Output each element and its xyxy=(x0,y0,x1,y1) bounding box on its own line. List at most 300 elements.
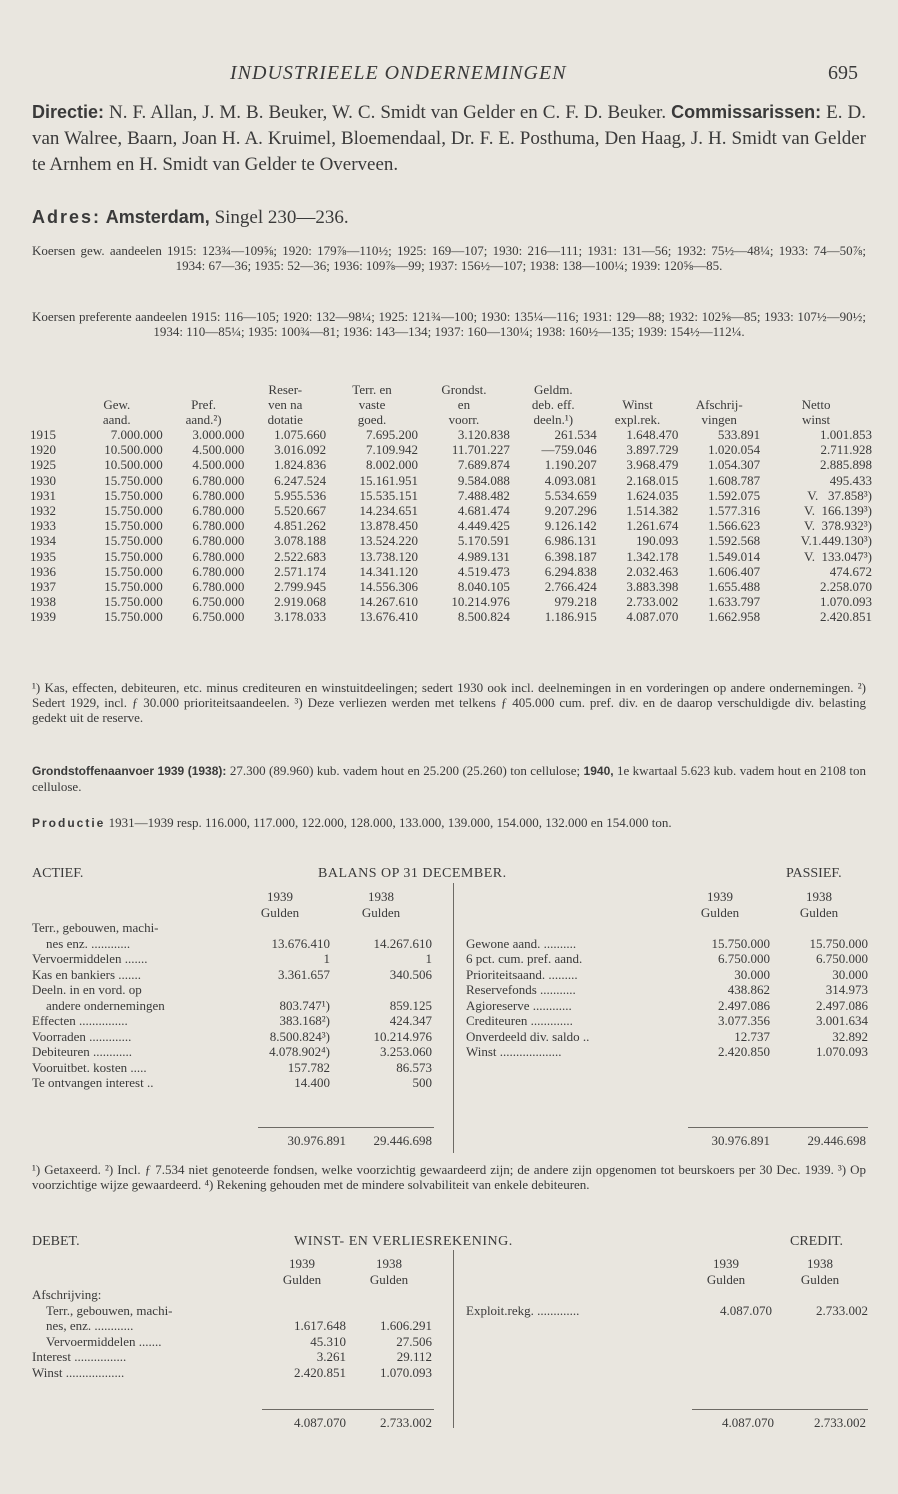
table-cell-winst-expl: 1.624.035 xyxy=(626,487,679,503)
ledger-value-1939: 157.782 xyxy=(287,1059,330,1075)
table-cell-gew-aand: 15.750.000 xyxy=(104,609,163,625)
year-header-row xyxy=(32,1256,432,1272)
table-cell-pref-aand: 6.780.000 xyxy=(192,518,245,534)
table-footnotes: ¹) Kas, effecten, debiteuren, etc. minus crediteuren en winstuitdeelingen; sedert 1930 ook incl. deelnemingen in en vorderingen op andere ondernemingen. ²) Sedert 1929, incl. ƒ 30.000 prioriteitsaandeelen. ³) Deze verliezen werden met telkens ƒ 405.000 cum. pref. div. en de daarop verschuldigde div. belasting gedekt uit de reserve. xyxy=(32,680,866,725)
table-cell-winst-expl: 1.648.470 xyxy=(626,427,679,442)
ledger-value-1939: 438.862 xyxy=(727,982,770,997)
ledger-label: nes, enz. ............ xyxy=(46,1318,134,1333)
ledger-value-1939: 3.361.657 xyxy=(278,966,330,982)
unit-gulden-header: Gulden xyxy=(260,904,300,920)
ledger-value-1939 xyxy=(258,1303,346,1319)
year-1938-header: 1938 xyxy=(368,889,394,904)
table-cell-grondst-voorr: 7.488.482 xyxy=(457,487,510,503)
ledger-row xyxy=(466,982,868,998)
table-row xyxy=(30,594,872,609)
table-row xyxy=(30,427,872,442)
column-header-reserven: Reser- xyxy=(268,382,303,397)
table-cell-year: 1930 xyxy=(30,472,56,488)
ledger-label: Crediteuren ............. xyxy=(466,1013,573,1028)
table-cell-year: 1937 xyxy=(30,579,56,595)
table-cell-reserven: 6.247.524 xyxy=(274,472,327,488)
ledger-row xyxy=(466,1044,868,1060)
unit-gulden-header: Gulden xyxy=(282,1271,322,1287)
table-cell-netto-winst: 2.711.928 xyxy=(820,442,872,458)
winst-credit-table xyxy=(466,1256,868,1318)
table-cell-netto-winst: 1.001.853 xyxy=(820,427,872,442)
ledger-label: Kas en bankiers ....... xyxy=(32,966,142,982)
year-1939-header: 1939 xyxy=(713,1256,739,1271)
credit-total-1939: 4.087.070 xyxy=(722,1415,774,1430)
ledger-row xyxy=(466,936,868,952)
table-cell-terr-vaste-goed: 14.556.306 xyxy=(359,579,418,595)
table-cell-pref-aand: 6.780.000 xyxy=(192,563,245,579)
table-cell-pref-aand: 6.780.000 xyxy=(192,472,245,488)
ledger-label: Te ontvangen interest .. xyxy=(32,1075,154,1090)
ledger-value-1938: 10.214.976 xyxy=(373,1028,432,1044)
ledger-row xyxy=(466,1303,868,1319)
column-header-terr-vaste-goed: vaste xyxy=(358,397,386,412)
ledger-row xyxy=(32,1029,432,1045)
table-cell-reserven: 1.075.660 xyxy=(274,427,327,442)
table-cell-year: 1939 xyxy=(30,609,56,625)
table-cell-grondst-voorr: 3.120.838 xyxy=(457,427,510,442)
credit-total-rule xyxy=(692,1409,868,1410)
ledger-value-1939: 3.261 xyxy=(316,1349,346,1364)
table-cell-netto-winst: 2.885.898 xyxy=(820,457,872,473)
table-row xyxy=(30,533,872,548)
column-header-reserven: ven na xyxy=(268,397,303,412)
table-cell-year: 1935 xyxy=(30,548,56,564)
ledger-value-1938: 1.070.093 xyxy=(380,1364,432,1380)
column-header-gew-aand: Gew. xyxy=(103,397,131,412)
table-cell-terr-vaste-goed: 13.524.220 xyxy=(359,533,418,549)
unit-header-row xyxy=(466,905,868,921)
actief-total-1939: 30.976.891 xyxy=(287,1133,346,1148)
table-cell-terr-vaste-goed: 14.341.120 xyxy=(359,563,418,579)
table-cell-pref-aand: 4.500.000 xyxy=(192,442,245,458)
table-cell-grondst-voorr: 5.170.591 xyxy=(457,533,510,549)
passief-total-rule xyxy=(688,1127,868,1128)
balans-footnotes: ¹) Getaxeerd. ²) Incl. ƒ 7.534 niet genoteerde fondsen, welke voorzichtig gewaardeerd zijn; de andere zijn opgenomen tot beurskoers per 30 Dec. 1939. ³) Op voorzichtige wijze gewaardeerd. ⁴) Rekening gehouden met de mindere solvabiliteit van enkele debiteuren. xyxy=(32,1162,866,1192)
ledger-label: Vooruitbet. kosten ..... xyxy=(32,1059,147,1075)
table-cell-gew-aand: 7.000.000 xyxy=(110,427,163,442)
ledger-value-1938: 27.506 xyxy=(396,1333,432,1349)
table-cell-afschrijvingen: 1.054.307 xyxy=(708,457,761,473)
table-cell-afschrijvingen: 1.633.797 xyxy=(708,594,761,610)
table-cell-reserven: 3.178.033 xyxy=(274,609,327,625)
table-cell-pref-aand: 6.750.000 xyxy=(192,594,245,610)
table-cell-geldm-deb-eff: 261.534 xyxy=(554,427,597,442)
grondstoffen-1940-text: 1e kwartaal 5.623 kub. vadem hout en 2108 ton cellulose. xyxy=(32,763,867,794)
ledger-label: Onverdeeld div. saldo .. xyxy=(466,1028,590,1044)
ledger-label: Terr., gebouwen, machi- xyxy=(46,1302,173,1318)
column-header-terr-vaste-goed: goed. xyxy=(357,412,387,427)
table-cell-grondst-voorr: 8.040.105 xyxy=(457,579,510,595)
column-header-afschrijvingen xyxy=(678,382,760,397)
table-cell-geldm-deb-eff: 6.294.838 xyxy=(544,563,597,579)
table-cell-afschrijvingen: 1.662.958 xyxy=(708,609,761,625)
unit-gulden-header: Gulden xyxy=(799,904,839,920)
table-row xyxy=(30,549,872,564)
ledger-row xyxy=(32,1060,432,1076)
table-cell-afschrijvingen: 1.606.407 xyxy=(708,563,761,579)
ledger-label: Agioreserve ............ xyxy=(466,997,572,1013)
table-cell-afschrijvingen: 1.577.316 xyxy=(708,503,761,519)
column-header-netto-winst: Netto xyxy=(801,397,831,412)
table-cell-terr-vaste-goed: 15.161.951 xyxy=(359,472,418,488)
debet-total-1939: 4.087.070 xyxy=(294,1415,346,1430)
table-cell-geldm-deb-eff: 2.766.424 xyxy=(544,579,597,595)
table-cell-geldm-deb-eff: 6.986.131 xyxy=(544,533,597,549)
table-cell-grondst-voorr: 4.989.131 xyxy=(457,548,510,564)
table-cell-winst-expl: 2.032.463 xyxy=(626,563,679,579)
balans-divider xyxy=(453,883,454,1153)
ledger-value-1938: 1.606.291 xyxy=(380,1318,432,1333)
table-cell-terr-vaste-goed: 13.676.410 xyxy=(359,609,418,625)
table-cell-geldm-deb-eff: 1.186.915 xyxy=(544,609,597,625)
table-cell-geldm-deb-eff: 6.398.187 xyxy=(544,548,597,564)
ledger-value-1938 xyxy=(346,1303,432,1319)
productie-text: 1931—1939 resp. 116.000, 117.000, 122.000, 128.000, 133.000, 139.000, 154.000, 132.000 en 154.000 ton. xyxy=(105,815,672,830)
ledger-row xyxy=(32,982,432,998)
table-cell-year: 1920 xyxy=(30,442,56,458)
column-header-afschrijvingen: vingen xyxy=(701,412,737,427)
column-header-geldm-deb-eff: Geldm. xyxy=(533,382,573,397)
table-cell-grondst-voorr: 8.500.824 xyxy=(457,609,510,625)
ledger-label: andere ondernemingen xyxy=(46,997,165,1013)
table-cell-winst-expl: 2.168.015 xyxy=(626,472,679,488)
ledger-value-1939: 1.617.648 xyxy=(294,1318,346,1333)
column-header-geldm-deb-eff: deb. eff. xyxy=(531,397,575,412)
spacer-row xyxy=(466,1287,868,1303)
table-cell-pref-aand: 6.780.000 xyxy=(192,548,245,564)
table-cell-grondst-voorr: 10.214.976 xyxy=(451,594,510,610)
table-cell-gew-aand: 15.750.000 xyxy=(104,594,163,610)
ledger-label: Effecten ............... xyxy=(32,1013,128,1028)
column-header-reserven: dotatie xyxy=(267,412,303,427)
table-cell-geldm-deb-eff: 4.093.081 xyxy=(544,472,597,488)
column-header-year xyxy=(30,412,71,427)
column-header-winst-expl: Winst xyxy=(622,397,653,412)
table-cell-geldm-deb-eff: 9.126.142 xyxy=(544,518,597,534)
unit-header-row xyxy=(32,1272,432,1288)
balans-passief-table xyxy=(466,889,868,1060)
directie-label: Directie: xyxy=(32,102,105,122)
ledger-value-1939: 3.077.356 xyxy=(718,1013,770,1028)
year-1938-header: 1938 xyxy=(376,1256,402,1271)
ledger-row xyxy=(466,1013,868,1029)
column-header-pref-aand: aand.²) xyxy=(185,412,222,427)
ledger-value-1938: 340.506 xyxy=(389,966,432,982)
table-cell-afschrijvingen: 1.020.054 xyxy=(708,442,761,458)
ledger-label: 6 pct. cum. pref. aand. xyxy=(466,951,583,966)
koersen-preferente-aandeelen: Koersen preferente aandeelen 1915: 116—105; 1920: 132—98¼; 1925: 121¾—100; 1930: 135¼—116; 1931: 129—88; 1932: 102⅝—85; 1933: 107½—90½; 1934: 110—85¼; 1935: 100¾—81; 1936: 143—134; 1937: 160—130¼; 1938: 160½—135; 1939: 154½—112¼. xyxy=(32,309,866,339)
ledger-row xyxy=(32,1075,432,1091)
ledger-value-1938 xyxy=(330,920,432,936)
actief-total-rule xyxy=(258,1127,434,1128)
table-cell-terr-vaste-goed: 7.109.942 xyxy=(366,442,418,458)
table-cell-pref-aand: 6.780.000 xyxy=(192,533,245,549)
ledger-value-1938: 32.892 xyxy=(832,1028,868,1044)
table-cell-terr-vaste-goed: 8.002.000 xyxy=(366,457,418,473)
table-header-row xyxy=(30,397,872,412)
ledger-value-1939: 8.500.824³) xyxy=(269,1028,330,1044)
table-cell-geldm-deb-eff: 5.534.659 xyxy=(544,487,597,503)
ledger-row xyxy=(32,1318,432,1334)
adres-street: Singel 230—236. xyxy=(209,207,349,228)
directie-text: N. F. Allan, J. M. B. Beuker, W. C. Smidt van Gelder en C. F. D. Beuker. xyxy=(104,102,667,123)
table-cell-netto-winst: V. 37.858³) xyxy=(807,487,872,503)
balans-actief-label: ACTIEF. xyxy=(32,866,84,881)
ledger-value-1939: 803.747¹) xyxy=(279,997,330,1013)
ledger-row xyxy=(32,936,432,952)
table-cell-gew-aand: 10.500.000 xyxy=(104,442,163,458)
unit-header-row xyxy=(32,905,432,921)
table-cell-grondst-voorr: 4.519.473 xyxy=(457,563,510,579)
ledger-value-1939 xyxy=(258,1287,346,1303)
ledger-label: Vervoermiddelen ....... xyxy=(46,1333,162,1349)
ledger-label: Winst .................. xyxy=(32,1364,125,1380)
passief-total-1938: 29.446.698 xyxy=(807,1133,866,1148)
ledger-value-1938: 314.973 xyxy=(825,982,868,997)
table-cell-geldm-deb-eff: —759.046 xyxy=(541,442,597,458)
grondstoffen-label: Grondstoffenaanvoer 1939 (1938): xyxy=(32,764,227,778)
ledger-label: Deeln. in en vord. op xyxy=(32,982,142,997)
ledger-label: Exploit.rekg. ............. xyxy=(466,1302,580,1318)
table-cell-reserven: 1.824.836 xyxy=(274,457,327,473)
year-1939-header: 1939 xyxy=(289,1256,315,1271)
ledger-value-1939: 12.737 xyxy=(734,1028,770,1044)
table-cell-netto-winst: V. 133.047³) xyxy=(804,548,872,564)
ledger-label: nes enz. ............ xyxy=(46,935,131,951)
ledger-value-1938: 2.497.086 xyxy=(816,997,868,1013)
ledger-row xyxy=(32,951,432,967)
ledger-row xyxy=(32,920,432,936)
table-cell-terr-vaste-goed: 15.535.151 xyxy=(359,487,418,503)
table-cell-geldm-deb-eff: 979.218 xyxy=(554,594,597,610)
column-header-netto-winst: winst xyxy=(801,412,831,427)
debet-total-1938: 2.733.002 xyxy=(380,1415,432,1430)
table-cell-afschrijvingen: 533.891 xyxy=(717,427,761,442)
table-cell-winst-expl: 4.087.070 xyxy=(626,609,679,625)
table-row xyxy=(30,442,872,457)
ledger-row xyxy=(32,1044,432,1060)
table-cell-winst-expl: 3.968.479 xyxy=(626,457,679,473)
ledger-value-1938: 1.070.093 xyxy=(816,1044,868,1059)
winst-divider xyxy=(453,1250,454,1428)
ledger-value-1939: 30.000 xyxy=(734,966,770,982)
column-header-geldm-deb-eff: deeln.¹) xyxy=(533,412,574,427)
column-header-grondst-voorr: en xyxy=(457,397,471,412)
ledger-label: Gewone aand. .......... xyxy=(466,935,577,951)
ledger-label: Debiteuren ............ xyxy=(32,1044,133,1059)
table-row xyxy=(30,518,872,533)
table-cell-terr-vaste-goed: 14.234.651 xyxy=(359,503,418,519)
ledger-row xyxy=(466,1029,868,1045)
table-cell-reserven: 3.016.092 xyxy=(274,442,327,458)
ledger-value-1939: 2.420.850 xyxy=(718,1044,770,1059)
winst-debet-label: DEBET. xyxy=(32,1234,80,1249)
productie-paragraph xyxy=(32,815,866,831)
credit-total-1938: 2.733.002 xyxy=(814,1415,866,1430)
ledger-value-1938 xyxy=(330,982,432,998)
table-cell-year: 1933 xyxy=(30,518,56,534)
column-header-gew-aand xyxy=(71,382,163,397)
running-header-title: INDUSTRIEELE ONDERNEMINGEN xyxy=(230,62,567,84)
ledger-row xyxy=(466,998,868,1014)
ledger-label: Vervoermiddelen ....... xyxy=(32,951,148,966)
commissarissen-text: E. D. van Walree, Baarn, Joan H. A. Kruimel, Bloemendaal, Dr. F. E. Posthuma, Den Haag, J. H. Smidt van Gelder te Arnhem en H. Smidt van Gelder te Overveen. xyxy=(32,102,867,175)
table-cell-reserven: 5.955.536 xyxy=(274,487,327,503)
ledger-label: Terr., gebouwen, machi- xyxy=(32,920,159,935)
ledger-label: Interest ................ xyxy=(32,1349,127,1364)
table-cell-pref-aand: 6.780.000 xyxy=(192,503,245,519)
table-cell-grondst-voorr: 4.449.425 xyxy=(457,518,510,534)
year-1939-header: 1939 xyxy=(267,889,293,904)
unit-gulden-header: Gulden xyxy=(706,1271,746,1287)
table-cell-year: 1936 xyxy=(30,563,56,579)
balans-passief-label: PASSIEF. xyxy=(786,866,842,881)
column-header-grondst-voorr: Grondst. xyxy=(441,382,487,397)
ledger-value-1938: 1 xyxy=(425,951,432,966)
unit-gulden-header: Gulden xyxy=(700,904,740,920)
grondstoffen-paragraph xyxy=(32,763,866,794)
table-cell-afschrijvingen: 1.592.075 xyxy=(708,487,761,503)
ledger-row xyxy=(32,1365,432,1381)
ledger-value-1939: 45.310 xyxy=(310,1333,346,1349)
ledger-row xyxy=(32,1349,432,1365)
table-cell-netto-winst: 495.433 xyxy=(829,472,872,488)
table-cell-afschrijvingen: 1.566.623 xyxy=(708,518,761,534)
adres-label: Adres: xyxy=(32,207,102,227)
table-cell-afschrijvingen: 1.549.014 xyxy=(708,548,761,564)
grondstoffen-text: 27.300 (89.960) kub. vadem hout en 25.200 (25.260) ton cellulose; xyxy=(226,763,581,778)
table-cell-terr-vaste-goed: 7.695.200 xyxy=(366,427,418,442)
table-cell-netto-winst: 2.420.851 xyxy=(820,609,872,625)
ledger-row xyxy=(32,1334,432,1350)
debet-total-rule xyxy=(262,1409,434,1410)
table-cell-afschrijvingen: 1.655.488 xyxy=(708,579,761,595)
table-row xyxy=(30,564,872,579)
table-cell-grondst-voorr: 4.681.474 xyxy=(457,503,510,519)
unit-gulden-header: Gulden xyxy=(369,1271,409,1287)
table-cell-grondst-voorr: 11.701.227 xyxy=(451,442,510,458)
ledger-value-1939: 383.168²) xyxy=(279,1013,330,1028)
ledger-value-1938: 3.001.634 xyxy=(816,1013,868,1028)
table-cell-afschrijvingen: 1.608.787 xyxy=(708,472,761,488)
table-cell-reserven: 5.520.667 xyxy=(274,503,327,519)
table-cell-gew-aand: 15.750.000 xyxy=(104,487,163,503)
spacer-row xyxy=(466,920,868,936)
table-cell-year: 1938 xyxy=(30,594,56,610)
ledger-row xyxy=(32,1287,432,1303)
table-cell-reserven: 2.919.068 xyxy=(274,594,327,610)
table-cell-pref-aand: 4.500.000 xyxy=(192,457,245,473)
table-cell-gew-aand: 15.750.000 xyxy=(104,503,163,519)
ledger-value-1938: 6.750.000 xyxy=(816,951,868,966)
ledger-value-1938: 859.125 xyxy=(389,997,432,1013)
passief-total-1939: 30.976.891 xyxy=(711,1133,770,1148)
table-cell-winst-expl: 190.093 xyxy=(636,533,679,549)
adres-city: Amsterdam, xyxy=(105,207,210,227)
koersen-gewone-aandeelen: Koersen gew. aandeelen 1915: 123¾—109⅝; 1920: 179⅞—110½; 1925: 169—107; 1930: 216—111; 1931: 131—56; 1932: 75½—48¼; 1933: 74—50⅞; 1934: 67—36; 1935: 52—36; 1936: 109⅞—99; 1937: 156½—107; 1938: 138—100¼; 1939: 120⅝—85. xyxy=(32,243,866,273)
ledger-value-1938: 14.267.610 xyxy=(373,935,432,951)
column-header-gew-aand: aand. xyxy=(102,412,131,427)
table-header-row xyxy=(30,412,872,427)
column-header-winst-expl: expl.rek. xyxy=(614,412,661,427)
grondstoffen-1940-label: 1940, xyxy=(583,764,614,778)
table-cell-netto-winst: V. 378.932³) xyxy=(804,518,872,534)
year-1939-header: 1939 xyxy=(707,889,733,904)
table-cell-netto-winst: V. 166.139³) xyxy=(804,503,872,519)
table-cell-grondst-voorr: 9.584.088 xyxy=(457,472,510,488)
winst-credit-label: CREDIT. xyxy=(790,1234,844,1249)
ledger-label: Reservefonds ........... xyxy=(466,982,576,997)
balans-title: BALANS OP 31 DECEMBER. xyxy=(318,866,507,881)
productie-label: Productie xyxy=(32,816,106,830)
unit-header-row xyxy=(466,1272,868,1288)
table-cell-netto-winst: 1.070.093 xyxy=(820,594,872,610)
year-header-row xyxy=(466,1256,868,1272)
table-cell-reserven: 2.799.945 xyxy=(274,579,327,595)
ledger-value-1939: 13.676.410 xyxy=(271,935,330,951)
table-cell-year: 1932 xyxy=(30,503,56,519)
table-row xyxy=(30,488,872,503)
column-header-pref-aand xyxy=(163,382,245,397)
commissarissen-label: Commissarissen: xyxy=(671,102,822,122)
table-cell-reserven: 4.851.262 xyxy=(274,518,327,534)
table-row xyxy=(30,579,872,594)
table-cell-gew-aand: 15.750.000 xyxy=(104,472,163,488)
table-cell-winst-expl: 3.897.729 xyxy=(626,442,679,458)
table-cell-gew-aand: 15.750.000 xyxy=(104,518,163,534)
table-cell-year: 1931 xyxy=(30,487,56,503)
column-header-grondst-voorr: voorr. xyxy=(448,412,480,427)
ledger-label: Prioriteitsaand. ......... xyxy=(466,966,578,982)
table-cell-winst-expl: 1.261.674 xyxy=(626,518,679,534)
table-header-row xyxy=(30,382,872,397)
year-header-row xyxy=(32,889,432,905)
ledger-value-1939: 2.497.086 xyxy=(718,997,770,1013)
ledger-value-1938: 500 xyxy=(412,1075,432,1090)
table-cell-pref-aand: 3.000.000 xyxy=(192,427,245,442)
ledger-value-1939: 15.750.000 xyxy=(711,935,770,951)
column-header-year xyxy=(30,397,71,412)
column-header-terr-vaste-goed: Terr. en xyxy=(352,382,392,397)
column-header-afschrijvingen: Afschrij- xyxy=(695,397,743,412)
table-cell-afschrijvingen: 1.592.568 xyxy=(708,533,761,549)
ledger-value-1939: 4.087.070 xyxy=(720,1302,772,1318)
ledger-value-1939: 6.750.000 xyxy=(718,951,770,966)
table-cell-year: 1915 xyxy=(30,427,56,442)
actief-total-1938: 29.446.698 xyxy=(373,1133,432,1148)
table-row xyxy=(30,473,872,488)
ledger-row xyxy=(32,1303,432,1319)
table-cell-terr-vaste-goed: 13.878.450 xyxy=(359,518,418,534)
ledger-value-1938: 86.573 xyxy=(396,1059,432,1075)
year-header-row xyxy=(466,889,868,905)
table-cell-gew-aand: 10.500.000 xyxy=(104,457,163,473)
winst-title: WINST- EN VERLIESREKENING. xyxy=(294,1234,513,1249)
table-cell-winst-expl: 1.342.178 xyxy=(626,548,679,564)
year-1938-header: 1938 xyxy=(807,1256,833,1271)
winst-debet-table xyxy=(32,1256,432,1380)
table-cell-terr-vaste-goed: 14.267.610 xyxy=(359,594,418,610)
table-cell-pref-aand: 6.780.000 xyxy=(192,487,245,503)
year-1938-header: 1938 xyxy=(806,889,832,904)
ledger-row xyxy=(32,1013,432,1029)
ledger-value-1939: 14.400 xyxy=(294,1075,330,1090)
